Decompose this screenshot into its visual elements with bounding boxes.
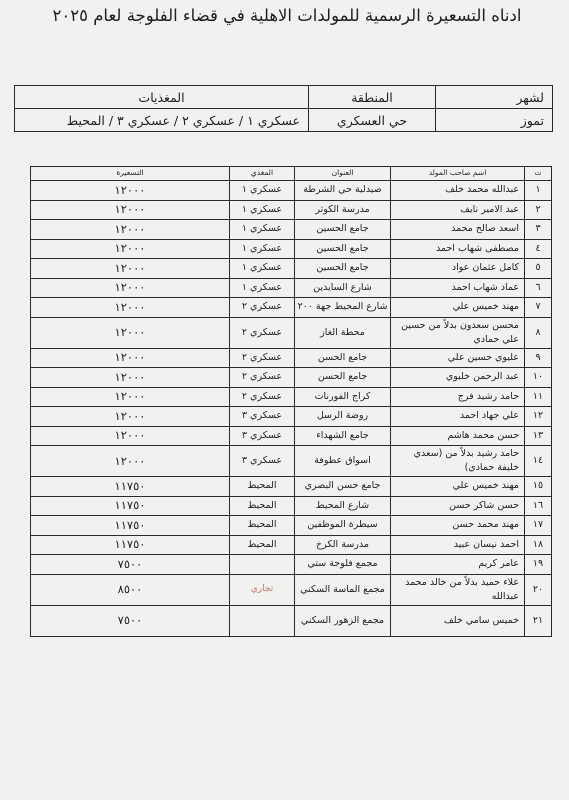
row-owner: عبدالله محمد خلف bbox=[391, 181, 525, 201]
row-address: مجمع الزهور السكني bbox=[295, 605, 391, 636]
row-seq: ٢٠ bbox=[525, 574, 552, 605]
table-row bbox=[31, 446, 552, 477]
col-header-owner: اسم صاحب المولد bbox=[391, 167, 525, 181]
table-row bbox=[31, 368, 552, 388]
table-row bbox=[31, 477, 552, 497]
row-price: ٧٥٠٠ bbox=[31, 555, 230, 575]
row-price: ١٢٠٠٠ bbox=[31, 200, 230, 220]
row-seq: ٩ bbox=[525, 348, 552, 368]
row-address: روضة الرسل bbox=[295, 407, 391, 427]
table-row bbox=[31, 200, 552, 220]
row-feeder: عسكري ١ bbox=[230, 259, 295, 279]
row-address: مدرسة الكرخ bbox=[295, 535, 391, 555]
row-feeder: عسكري ٢ bbox=[230, 387, 295, 407]
row-feeder: عسكري ١ bbox=[230, 220, 295, 240]
row-feeder: عسكري ٣ bbox=[230, 426, 295, 446]
row-price: ١٢٠٠٠ bbox=[31, 239, 230, 259]
header-values-row bbox=[15, 109, 553, 132]
row-owner: عليوي حسين علي bbox=[391, 348, 525, 368]
row-seq: ٦ bbox=[525, 278, 552, 298]
col-header-price: التسعيرة bbox=[31, 167, 230, 181]
header-table bbox=[14, 85, 553, 132]
row-address: جامع الحسن bbox=[295, 368, 391, 388]
feeders-value: عسكري ١ / عسكري ٢ / عسكري ٣ / المحيط bbox=[15, 109, 309, 132]
col-header-feeder: المغذي bbox=[230, 167, 295, 181]
month-value: تموز bbox=[436, 109, 553, 132]
row-seq: ٢١ bbox=[525, 605, 552, 636]
row-feeder: المحيط bbox=[230, 496, 295, 516]
row-address: جامع حسن البصري bbox=[295, 477, 391, 497]
row-feeder bbox=[230, 605, 295, 636]
row-price: ١١٧٥٠ bbox=[31, 516, 230, 536]
table-row bbox=[31, 298, 552, 318]
row-feeder: عسكري ٢ bbox=[230, 368, 295, 388]
row-owner: حامد رشيد بدلاً من (سعدي خليفة حمادي) bbox=[391, 446, 525, 477]
row-price: ١٢٠٠٠ bbox=[31, 407, 230, 427]
row-seq: ١٩ bbox=[525, 555, 552, 575]
header-labels-row bbox=[15, 86, 553, 109]
row-address: جامع الحسين bbox=[295, 239, 391, 259]
row-seq: ١٧ bbox=[525, 516, 552, 536]
row-feeder: عسكري ١ bbox=[230, 239, 295, 259]
row-owner: عامر كريم bbox=[391, 555, 525, 575]
row-address: جامع الشهداء bbox=[295, 426, 391, 446]
row-owner: مصطفى شهاب احمد bbox=[391, 239, 525, 259]
row-owner: عبد الرحمن خلبوي bbox=[391, 368, 525, 388]
row-feeder: عسكري ١ bbox=[230, 181, 295, 201]
row-feeder: عسكري ٢ bbox=[230, 317, 295, 348]
row-price: ١٢٠٠٠ bbox=[31, 446, 230, 477]
row-price: ١٢٠٠٠ bbox=[31, 220, 230, 240]
col-header-seq: ت bbox=[525, 167, 552, 181]
row-price: ١٢٠٠٠ bbox=[31, 259, 230, 279]
row-seq: ١ bbox=[525, 181, 552, 201]
row-price: ١٢٠٠٠ bbox=[31, 298, 230, 318]
table-row bbox=[31, 426, 552, 446]
row-seq: ١٨ bbox=[525, 535, 552, 555]
row-address: جامع الحسن bbox=[295, 348, 391, 368]
row-seq: ١٥ bbox=[525, 477, 552, 497]
row-address: شارع السايدين bbox=[295, 278, 391, 298]
table-row bbox=[31, 181, 552, 201]
row-feeder bbox=[230, 574, 295, 605]
row-seq: ٣ bbox=[525, 220, 552, 240]
row-address: شارع المحيط جهة ٢٠٠ bbox=[295, 298, 391, 318]
table-row bbox=[31, 220, 552, 240]
table-row bbox=[31, 574, 552, 605]
row-owner: اسعد صالح محمد bbox=[391, 220, 525, 240]
row-price: ١١٧٥٠ bbox=[31, 496, 230, 516]
table-row bbox=[31, 348, 552, 368]
generators-table bbox=[30, 166, 552, 637]
row-owner: حسن شاكر حسن bbox=[391, 496, 525, 516]
row-feeder: عسكري ٢ bbox=[230, 298, 295, 318]
row-price: ١٢٠٠٠ bbox=[31, 426, 230, 446]
table-row bbox=[31, 535, 552, 555]
row-feeder: عسكري ١ bbox=[230, 200, 295, 220]
area-label: المنطقة bbox=[309, 86, 436, 109]
row-price: ١١٧٥٠ bbox=[31, 535, 230, 555]
row-seq: ١٢ bbox=[525, 407, 552, 427]
row-feeder: عسكري ٢ bbox=[230, 348, 295, 368]
row-owner: احمد نيسان عبيد bbox=[391, 535, 525, 555]
row-owner: مهند خميس علي bbox=[391, 298, 525, 318]
row-feeder: عسكري ٣ bbox=[230, 446, 295, 477]
col-header-address: العنوان bbox=[295, 167, 391, 181]
row-feeder: عسكري ١ bbox=[230, 278, 295, 298]
row-price: ١٢٠٠٠ bbox=[31, 181, 230, 201]
row-owner: عبد الامير نايف bbox=[391, 200, 525, 220]
row-seq: ١١ bbox=[525, 387, 552, 407]
row-price: ١٢٠٠٠ bbox=[31, 278, 230, 298]
row-price: ١٢٠٠٠ bbox=[31, 317, 230, 348]
row-owner: مهند محمد حسن bbox=[391, 516, 525, 536]
row-owner: كامل عثمان عواد bbox=[391, 259, 525, 279]
row-address: سيطرة الموظفين bbox=[295, 516, 391, 536]
row-owner: حامد رشيد فرج bbox=[391, 387, 525, 407]
area-value: حي العسكري bbox=[309, 109, 436, 132]
row-address: جامع الحسين bbox=[295, 220, 391, 240]
row-price: ٧٥٠٠ bbox=[31, 605, 230, 636]
row-owner: حسن محمد هاشم bbox=[391, 426, 525, 446]
handwritten-note: تجاري bbox=[250, 584, 274, 595]
row-seq: ١٠ bbox=[525, 368, 552, 388]
row-price: ١٢٠٠٠ bbox=[31, 348, 230, 368]
feeders-label: المغذيات bbox=[15, 86, 309, 109]
table-row bbox=[31, 496, 552, 516]
row-address: مدرسة الكوثر bbox=[295, 200, 391, 220]
row-price: ١١٧٥٠ bbox=[31, 477, 230, 497]
row-feeder: المحيط bbox=[230, 535, 295, 555]
row-price: ٨٥٠٠ bbox=[31, 574, 230, 605]
row-owner: محسن سعدون بدلاً من حسين علي حمادي bbox=[391, 317, 525, 348]
row-seq: ١٤ bbox=[525, 446, 552, 477]
row-address: مجمع الماسة السكني bbox=[295, 574, 391, 605]
row-seq: ٢ bbox=[525, 200, 552, 220]
row-seq: ٤ bbox=[525, 239, 552, 259]
row-feeder: عسكري ٣ bbox=[230, 407, 295, 427]
row-owner: مهند خميس علي bbox=[391, 477, 525, 497]
table-row bbox=[31, 605, 552, 636]
table-row bbox=[31, 407, 552, 427]
row-address: كراج الفورنات bbox=[295, 387, 391, 407]
row-owner: علي جهاد احمد bbox=[391, 407, 525, 427]
row-owner: علاء حميد بدلاً من خالد محمد عبدالله bbox=[391, 574, 525, 605]
row-address: شارع المحيط bbox=[295, 496, 391, 516]
row-owner: عماد شهاب احمد bbox=[391, 278, 525, 298]
row-price: ١٢٠٠٠ bbox=[31, 387, 230, 407]
row-feeder bbox=[230, 555, 295, 575]
row-feeder: المحيط bbox=[230, 516, 295, 536]
row-seq: ٧ bbox=[525, 298, 552, 318]
row-price: ١٢٠٠٠ bbox=[31, 368, 230, 388]
table-header-row bbox=[31, 167, 552, 181]
row-address: جامع الحسين bbox=[295, 259, 391, 279]
document-title: ادناه التسعيرة الرسمية للمولدات الاهلية في قضاء الفلوجة لعام ٢٠٢٥ bbox=[52, 6, 522, 25]
table-row bbox=[31, 317, 552, 348]
table-row bbox=[31, 555, 552, 575]
table-row bbox=[31, 387, 552, 407]
row-feeder: المحيط bbox=[230, 477, 295, 497]
row-address: اسواق عطوفة bbox=[295, 446, 391, 477]
table-row bbox=[31, 259, 552, 279]
row-owner: خميس سامي خلف bbox=[391, 605, 525, 636]
row-seq: ١٣ bbox=[525, 426, 552, 446]
row-address: مجمع فلوجة ستي bbox=[295, 555, 391, 575]
row-seq: ٨ bbox=[525, 317, 552, 348]
month-label: لشهر bbox=[436, 86, 553, 109]
table-row bbox=[31, 278, 552, 298]
table-row bbox=[31, 239, 552, 259]
row-address: صيدلية حي الشرطة bbox=[295, 181, 391, 201]
row-address: محطة الغاز bbox=[295, 317, 391, 348]
table-row bbox=[31, 516, 552, 536]
row-seq: ٥ bbox=[525, 259, 552, 279]
row-seq: ١٦ bbox=[525, 496, 552, 516]
